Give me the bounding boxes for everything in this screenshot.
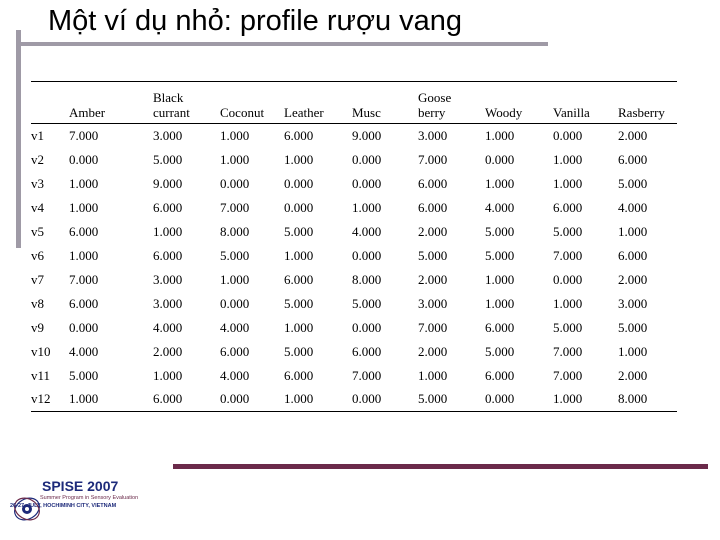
decorative-bottom-bar — [173, 464, 708, 469]
table-cell: 6.000 — [69, 223, 99, 239]
column-header — [69, 82, 153, 124]
table-cell: 6.000 — [485, 319, 515, 335]
table-row — [31, 316, 677, 340]
table-row — [31, 388, 677, 412]
table-cell: 1.000 — [220, 271, 250, 287]
table-cell: 1.000 — [485, 295, 515, 311]
table-cell: 4.000 — [352, 223, 382, 239]
table-cell: 5.000 — [418, 247, 448, 263]
table-row — [31, 220, 677, 244]
column-header — [220, 82, 284, 124]
row-label: v1 — [31, 127, 44, 143]
table-cell: 8.000 — [618, 388, 677, 412]
table-cell: 5.000 — [220, 247, 250, 263]
column-header-text: Coconut — [220, 105, 265, 120]
table-cell: 5.000 — [284, 223, 314, 239]
table-cell: 3.000 — [418, 127, 448, 143]
table-cell: 1.000 — [553, 175, 583, 191]
table-cell: 6.000 — [418, 175, 448, 191]
table-cell: 8.000 — [220, 223, 250, 239]
column-header-text: Goose — [418, 90, 452, 105]
column-header — [153, 82, 220, 124]
table-cell: 6.000 — [553, 199, 583, 215]
table-header-corner — [31, 82, 69, 124]
table-row — [31, 244, 677, 268]
table-row — [31, 340, 677, 364]
table-cell: 5.000 — [485, 247, 515, 263]
table-cell: 6.000 — [153, 247, 183, 263]
table-cell: 1.000 — [553, 388, 618, 412]
column-header-text: Black — [153, 90, 184, 105]
table-cell: 6.000 — [69, 295, 99, 311]
table-row — [31, 148, 677, 172]
column-header-text: currant — [153, 105, 190, 120]
table-cell: 1.000 — [485, 175, 515, 191]
table-cell: 2.000 — [418, 343, 448, 359]
logo-title: SPISE 2007 — [42, 478, 119, 494]
table-cell: 4.000 — [618, 199, 648, 215]
table-cell: 1.000 — [485, 271, 515, 287]
row-label: v6 — [31, 247, 44, 263]
table-cell: 0.000 — [284, 199, 314, 215]
table-cell: 2.000 — [418, 271, 448, 287]
table-cell: 1.000 — [485, 127, 515, 143]
table-cell: 4.000 — [485, 199, 515, 215]
table-cell: 5.000 — [153, 151, 183, 167]
table-cell: 6.000 — [352, 343, 382, 359]
table-cell: 5.000 — [553, 223, 583, 239]
column-header-text: Leather — [284, 105, 324, 120]
decorative-title-underline — [16, 42, 548, 46]
table-cell: 5.000 — [485, 223, 515, 239]
table-cell: 2.000 — [618, 127, 648, 143]
table-cell: 0.000 — [352, 175, 382, 191]
table-cell: 2.000 — [618, 271, 648, 287]
table-row — [31, 124, 677, 148]
table-cell: 0.000 — [352, 388, 418, 412]
table-cell: 5.000 — [553, 319, 583, 335]
column-header — [618, 82, 677, 124]
table-cell: 2.000 — [418, 223, 448, 239]
table-cell: 1.000 — [352, 199, 382, 215]
table-cell: 0.000 — [284, 175, 314, 191]
table-cell: 5.000 — [485, 343, 515, 359]
table-cell: 6.000 — [284, 367, 314, 383]
table-cell: 6.000 — [284, 127, 314, 143]
table-cell: 1.000 — [618, 223, 648, 239]
table-cell: 1.000 — [553, 295, 583, 311]
column-header-text: Rasberry — [618, 105, 665, 120]
column-header — [553, 82, 618, 124]
table-cell: 7.000 — [553, 367, 583, 383]
table-cell: 7.000 — [553, 247, 583, 263]
table-cell: 5.000 — [352, 295, 382, 311]
logo-date-place: 26-27, JULY, HOCHIMINH CITY, VIETNAM — [10, 503, 117, 509]
table-cell: 8.000 — [352, 271, 382, 287]
table-cell: 5.000 — [618, 175, 648, 191]
column-header-text: Musc — [352, 105, 381, 120]
table-cell: 0.000 — [220, 175, 250, 191]
table-cell: 6.000 — [153, 388, 220, 412]
table-row — [31, 268, 677, 292]
table-cell: 1.000 — [284, 388, 352, 412]
table-cell: 1.000 — [284, 151, 314, 167]
row-label: v10 — [31, 343, 51, 359]
table-cell: 3.000 — [153, 127, 183, 143]
table-cell: 7.000 — [418, 151, 448, 167]
wine-profile-table — [31, 81, 677, 412]
row-label: v8 — [31, 295, 44, 311]
table-cell: 3.000 — [418, 295, 448, 311]
table-cell: 7.000 — [352, 367, 382, 383]
table-body — [31, 124, 677, 412]
table-cell: 6.000 — [618, 247, 648, 263]
table-cell: 4.000 — [220, 367, 250, 383]
row-label: v3 — [31, 175, 44, 191]
decorative-vertical-bar — [16, 30, 21, 248]
row-label: v5 — [31, 223, 44, 239]
table-cell: 5.000 — [418, 388, 485, 412]
table-cell: 0.000 — [352, 319, 382, 335]
table-cell: 7.000 — [220, 199, 250, 215]
table-cell: 6.000 — [418, 199, 448, 215]
logo-subtitle: Summer Program in Sensory Evaluation — [40, 495, 139, 501]
table-cell: 1.000 — [618, 343, 648, 359]
table-header-row — [31, 82, 677, 124]
table-cell: 9.000 — [352, 127, 382, 143]
table-cell: 0.000 — [69, 151, 99, 167]
spise-logo — [10, 478, 170, 536]
table-cell: 7.000 — [69, 127, 99, 143]
table-cell: 6.000 — [284, 271, 314, 287]
column-header-text: Vanilla — [553, 105, 590, 120]
table-cell: 4.000 — [220, 319, 250, 335]
table-row — [31, 196, 677, 220]
table-cell: 1.000 — [69, 388, 153, 412]
table-cell: 1.000 — [284, 247, 314, 263]
table-cell: 1.000 — [418, 367, 448, 383]
table-cell: 5.000 — [284, 343, 314, 359]
row-label: v9 — [31, 319, 44, 335]
row-label: v11 — [31, 367, 51, 383]
table-cell: 0.000 — [553, 127, 583, 143]
table-cell: 1.000 — [553, 151, 583, 167]
column-header-text: Amber — [69, 105, 106, 120]
row-label: v4 — [31, 199, 44, 215]
table-row — [31, 292, 677, 316]
column-header — [284, 82, 352, 124]
column-header-text: berry — [418, 105, 446, 120]
table-cell: 2.000 — [618, 367, 648, 383]
row-label: v7 — [31, 271, 44, 287]
table-cell: 0.000 — [220, 388, 284, 412]
table-cell: 6.000 — [153, 199, 183, 215]
table-cell: 2.000 — [153, 343, 183, 359]
table-row — [31, 172, 677, 196]
table-cell: 4.000 — [153, 319, 183, 335]
table-cell: 0.000 — [485, 388, 553, 412]
column-header — [485, 82, 553, 124]
table-cell: 0.000 — [485, 151, 515, 167]
table-cell: 7.000 — [69, 271, 99, 287]
table-cell: 1.000 — [284, 319, 314, 335]
table-cell: 0.000 — [220, 295, 250, 311]
table-cell: 1.000 — [69, 175, 99, 191]
table-cell: 6.000 — [220, 343, 250, 359]
column-header-text: Woody — [485, 105, 523, 120]
spise-emblem-icon — [10, 492, 44, 526]
column-header — [352, 82, 418, 124]
table-cell: 1.000 — [153, 223, 183, 239]
table-cell: 1.000 — [220, 151, 250, 167]
table-cell: 4.000 — [69, 343, 99, 359]
table-cell: 1.000 — [220, 127, 250, 143]
table-cell: 0.000 — [69, 319, 99, 335]
table-cell: 1.000 — [69, 199, 99, 215]
table-cell: 6.000 — [485, 367, 515, 383]
table-cell: 5.000 — [69, 367, 99, 383]
table-cell: 1.000 — [153, 367, 183, 383]
table-cell: 7.000 — [553, 343, 583, 359]
table-cell: 3.000 — [153, 271, 183, 287]
slide-title: Một ví dụ nhỏ: profile rượu vang — [48, 5, 463, 37]
table-cell: 1.000 — [69, 247, 99, 263]
table-row — [31, 364, 677, 388]
table-cell: 0.000 — [553, 271, 583, 287]
table-cell: 3.000 — [153, 295, 183, 311]
table-cell: 7.000 — [418, 319, 448, 335]
table-cell: 0.000 — [352, 247, 382, 263]
table-cell: 0.000 — [352, 151, 382, 167]
table-cell: 6.000 — [618, 151, 648, 167]
wine-profile-table-container — [31, 81, 677, 412]
column-header — [418, 82, 485, 124]
table-cell: 5.000 — [284, 295, 314, 311]
table-cell: 3.000 — [618, 295, 648, 311]
table-cell: 9.000 — [153, 175, 183, 191]
table-cell: 5.000 — [618, 319, 648, 335]
row-label: v2 — [31, 151, 44, 167]
row-label: v12 — [31, 388, 69, 412]
